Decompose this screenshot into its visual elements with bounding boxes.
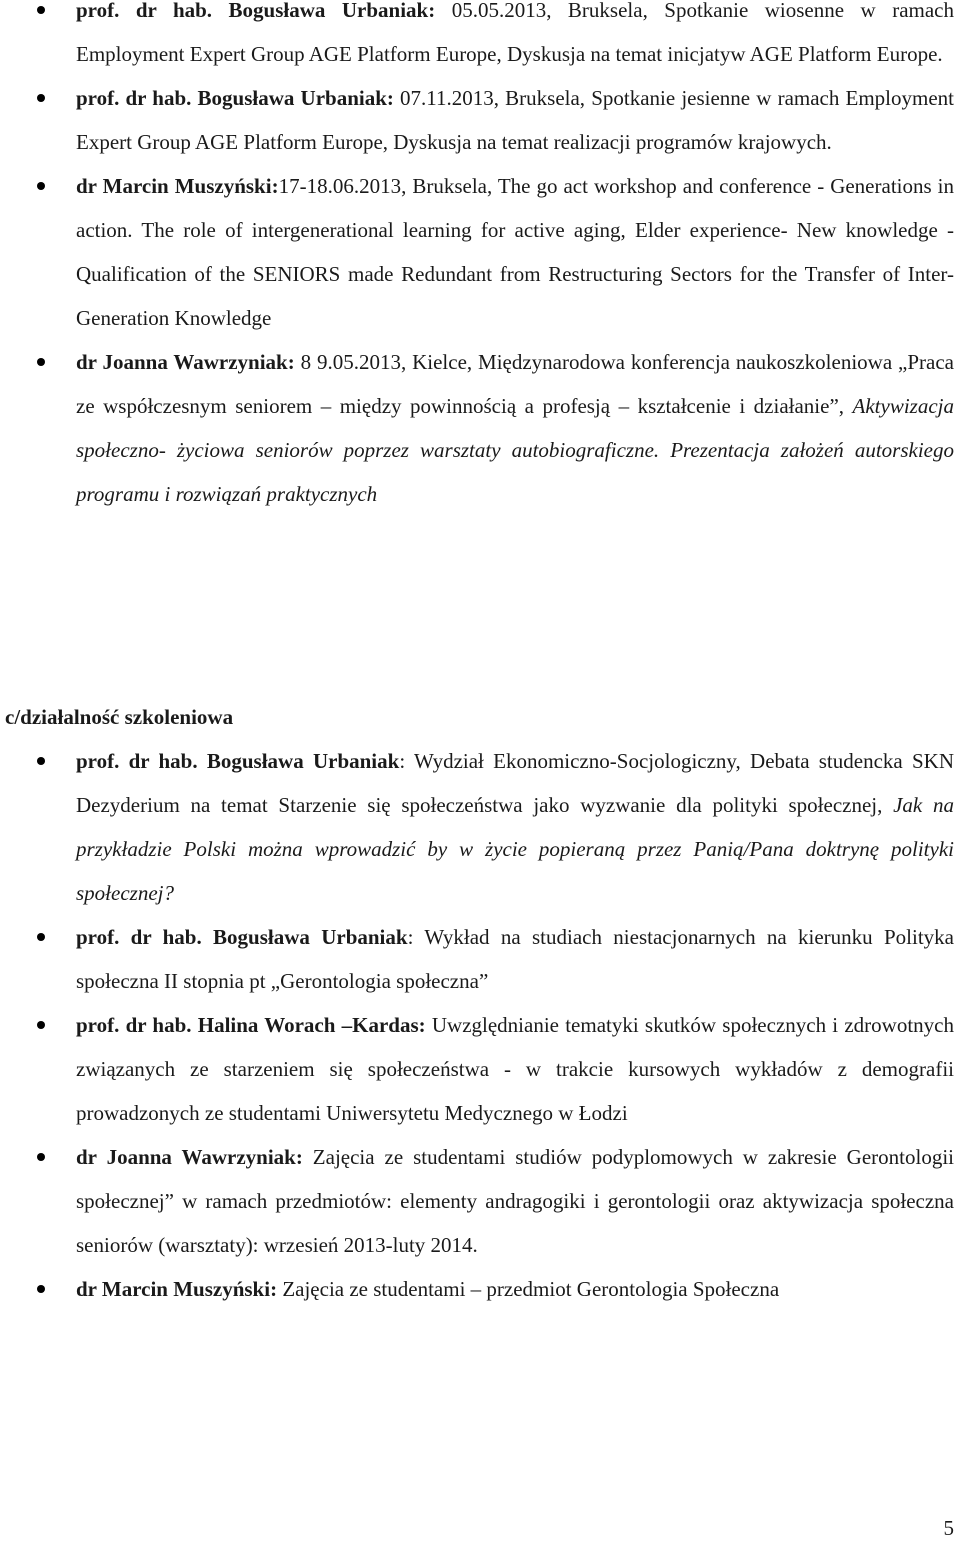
page-number: 5 — [943, 1516, 954, 1540]
list-item — [0, 0, 960, 76]
item-text: Zajęcia ze studentami studiów podyplomowych w zakresie Gerontologii społecznej” w ramach przedmiotów: elementy andragogiki i gerontologii oraz aktywizacja społeczna seniorów (warsztaty): wrzesień 2013-luty 2014. — [76, 1145, 954, 1257]
item-text: : Wydział Ekonomiczno-Socjologiczny, Debata studencka SKN Dezyderium na temat Starzenie się społeczeństwa jako wyzwanie dla polityki społecznej, — [76, 749, 954, 817]
bullet-icon — [37, 358, 45, 366]
item-text: Zajęcia ze studentami – przedmiot Gerontologia Społeczna — [277, 1277, 780, 1301]
bullet-icon — [37, 1021, 45, 1029]
item-text: 8 9.05.2013, Kielce, Międzynarodowa konferencja naukoszkoleniowa „Praca ze współczesnym seniorem – między powinnością a profesją – kształcenie i działanie”, — [76, 350, 954, 418]
item-text: 17-18.06.2013, Bruksela, The go act workshop and conference - Generations in action. The role of intergenerational learning for active aging, Elder experience- New knowledge - Qualification of the SENIORS made Redundant from Restructuring Sectors for the Transfer of Inter-Generation Knowledge — [76, 174, 954, 330]
bullet-icon — [37, 1285, 45, 1293]
list-item — [0, 164, 960, 340]
bullet-icon — [37, 6, 45, 14]
list-item — [0, 340, 960, 516]
item-author: prof. dr hab. Bogusława Urbaniak: — [76, 0, 436, 22]
item-italic-text: Aktywizacja społeczno- życiowa seniorów poprzez warsztaty autobiograficzne. Prezentacja założeń autorskiego programu i rozwiązań praktycznych — [76, 394, 954, 506]
item-author: prof. dr hab. Bogusława Urbaniak — [76, 925, 408, 949]
list-item — [0, 1267, 960, 1311]
list-item — [0, 915, 960, 1003]
bullet-icon — [37, 94, 45, 102]
item-author: dr Joanna Wawrzyniak: — [76, 350, 295, 374]
item-author: dr Joanna Wawrzyniak: — [76, 1145, 303, 1169]
list-item — [0, 1003, 960, 1135]
item-text: : Wykład na studiach niestacjonarnych na kierunku Polityka społeczna II stopnia pt „Gerontologia społeczna” — [76, 925, 954, 993]
item-text: 05.05.2013, Bruksela, Spotkanie wiosenne w ramach Employment Expert Group AGE Platform Europe, Dyskusja na temat inicjatyw AGE Platform Europe. — [76, 0, 954, 66]
bullet-icon — [37, 182, 45, 190]
conference-list — [0, 0, 960, 516]
item-text: 07.11.2013, Bruksela, Spotkanie jesienne w ramach Employment Expert Group AGE Platform Europe, Dyskusja na temat realizacji programów krajowych. — [76, 86, 954, 154]
bullet-icon — [37, 933, 45, 941]
item-author: prof. dr hab. Bogusława Urbaniak — [76, 749, 400, 773]
section-heading: c/działalność szkoleniowa — [5, 705, 234, 729]
item-author: dr Marcin Muszyński: — [76, 1277, 278, 1301]
list-item — [0, 76, 960, 164]
list-item — [0, 739, 960, 915]
bullet-icon — [37, 1153, 45, 1161]
item-author: dr Marcin Muszyński: — [76, 174, 279, 198]
item-author: prof. dr hab. Halina Worach –Kardas: — [76, 1013, 426, 1037]
item-text: Uwzględnianie tematyki skutków społecznych i zdrowotnych związanych ze starzeniem się społeczeństwa - w trakcie kursowych wykładów z demografii prowadzonych ze studentami Uniwersytetu Medycznego w Łodzi — [76, 1013, 954, 1125]
list-item — [0, 1135, 960, 1267]
bullet-icon — [37, 757, 45, 765]
training-list — [0, 739, 960, 1311]
item-author: prof. dr hab. Bogusława Urbaniak: — [76, 86, 394, 110]
item-italic-text: Jak na przykładzie Polski można wprowadzić by w życie popieraną przez Panią/Pana doktrynę polityki społecznej? — [76, 793, 954, 905]
